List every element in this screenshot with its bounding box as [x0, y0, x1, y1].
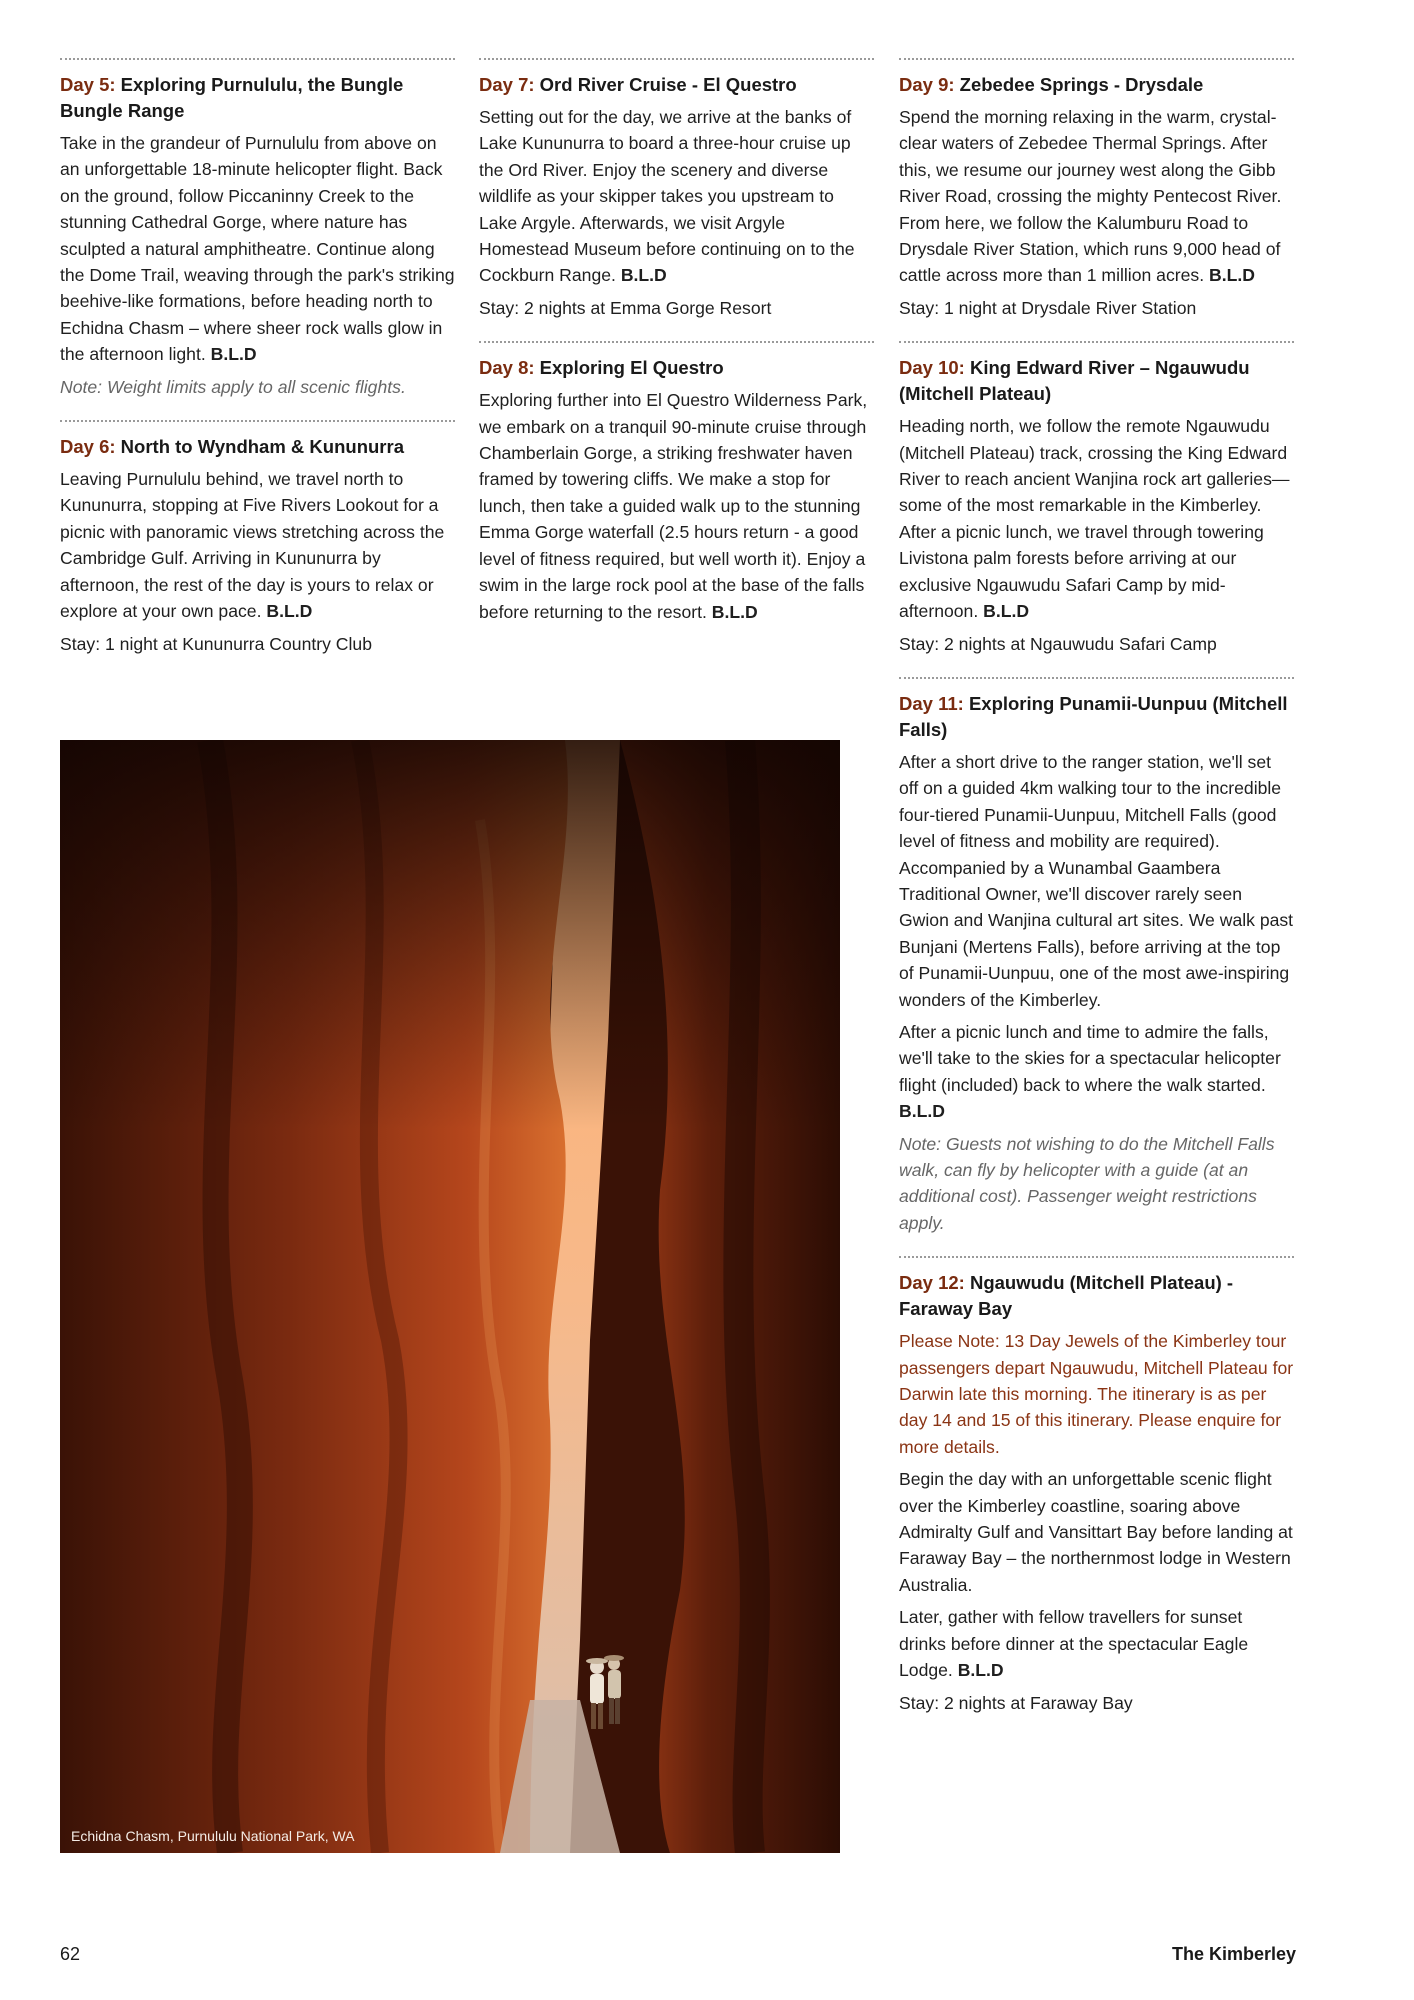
- day-9-section: [899, 58, 1294, 321]
- meals-code: B.L.D: [620, 265, 667, 286]
- day-heading: [899, 355, 1294, 407]
- day-description: Leaving Purnululu behind, we travel north to Kununurra, stopping at Five Rivers Lookout for a picnic with panoramic views stretching across the Cambridge Gulf. Arriving in Kununurra by afternoon, the rest of the day is yours to relax or explore at your own pace. B.L.D: [60, 469, 445, 622]
- tour-alert-note: Please Note: 13 Day Jewels of the Kimberley tour passengers depart Ngauwudu, Mitchell Plateau for Darwin late this morning. The itinerary is as per day 14 and 15 of this itinerary. Please enquire for more details.: [899, 1331, 1294, 1457]
- meals-code: B.L.D: [983, 601, 1030, 622]
- day-heading: [479, 355, 874, 381]
- day-number: Day 10:: [899, 357, 965, 379]
- meals-code: B.L.D: [1208, 265, 1255, 286]
- day-number: Day 12:: [899, 1272, 965, 1294]
- meals-code: B.L.D: [210, 344, 257, 365]
- day-description: Setting out for the day, we arrive at the banks of Lake Kununurra to board a three-hour cruise up the Ord River. Enjoy the scenery and diverse wildlife as your skipper takes you upstream to Lake Argyle. Afterwards, we visit Argyle Homestead Museum before continuing on to the Cockburn Range. B.L.D: [479, 107, 855, 286]
- day-heading: [479, 72, 874, 98]
- day-number: Day 7:: [479, 74, 535, 95]
- day-title: Exploring Punamii-Uunpuu (Mitchell Falls): [899, 692, 1288, 740]
- day-heading: [899, 1270, 1294, 1322]
- day-title: Exploring El Questro: [539, 357, 724, 379]
- day-number: Day 11:: [899, 692, 964, 714]
- day-5-section: [60, 58, 455, 400]
- meals-code: B.L.D: [957, 1660, 1004, 1681]
- canyon-illustration: [60, 740, 840, 1853]
- day-description: Later, gather with fellow travellers for sunset drinks before dinner at the spectacular Eagle Lodge. B.L.D: [899, 1607, 1249, 1681]
- itinerary-column-3: [899, 58, 1294, 1736]
- day-description: Heading north, we follow the remote Ngauwudu (Mitchell Plateau) track, crossing the King Edward River to reach ancient Wanjina rock art galleries—some of the most remarkable in the Kimberley. After a picnic lunch, we travel through towering Livistona palm forests before arriving at our exclusive Ngauwudu Safari Camp by mid-afternoon. B.L.D: [899, 416, 1290, 622]
- meals-code: B.L.D: [899, 1101, 945, 1122]
- day-heading: [60, 72, 455, 124]
- day-description: After a short drive to the ranger station, we'll set off on a guided 4km walking tour to the incredible four-tiered Punamii-Uunpuu, Mitchell Falls (good level of fitness and mobility are required). Accompanied by a Wunambal Gaambera Traditional Owner, we'll discover rarely seen Gwion and Wanjina cultural art sites. We walk past Bunjani (Mertens Falls), before arriving at the top of Punamii-Uunpuu, one of the most awe-inspiring wonders of the Kimberley.: [899, 751, 1294, 1010]
- day-title: Zebedee Springs - Drysdale: [959, 74, 1204, 95]
- day-number: Day 8:: [479, 357, 535, 379]
- day-description: Exploring further into El Questro Wilderness Park, we embark on a tranquil 90-minute cruise through Chamberlain Gorge, a striking freshwater haven framed by towering cliffs. We make a stop for lunch, then take a guided walk up to the stunning Emma Gorge waterfall (2.5 hours return - a good level of fitness required, but well worth it). Enjoy a swim in the large rock pool at the base of the falls before returning to the resort. B.L.D: [479, 390, 868, 622]
- day-number: Day 6:: [60, 436, 116, 458]
- echidna-chasm-photo: [60, 740, 840, 1853]
- day-11-section: [899, 677, 1294, 1236]
- day-title: Ord River Cruise - El Questro: [539, 74, 797, 95]
- day-stay: Stay: 2 nights at Ngauwudu Safari Camp: [899, 633, 1217, 654]
- day-7-section: [479, 58, 874, 321]
- meals-code: B.L.D: [711, 601, 758, 622]
- day-note: Note: Guests not wishing to do the Mitchell Falls walk, can fly by helicopter with a guide (at an additional cost). Passenger weight restrictions apply.: [899, 1133, 1275, 1233]
- day-stay: Stay: 1 night at Drysdale River Station: [899, 297, 1197, 318]
- itinerary-column-1: [60, 58, 455, 677]
- day-stay: Stay: 2 nights at Faraway Bay: [899, 1692, 1133, 1713]
- itinerary-column-2: [479, 58, 874, 645]
- day-title: King Edward River – Ngauwudu (Mitchell Plateau): [899, 357, 1250, 405]
- meals-code: B.L.D: [266, 601, 313, 622]
- day-title: Ngauwudu (Mitchell Plateau) - Faraway Bay: [899, 1272, 1234, 1320]
- day-number: Day 9:: [899, 74, 955, 95]
- day-8-section: [479, 341, 874, 625]
- day-description: Take in the grandeur of Purnululu from above on an unforgettable 18-minute helicopter flight. Back on the ground, follow Piccaninny Creek to the stunning Cathedral Gorge, where nature has sculpted a natural amphitheatre. Continue along the Dome Trail, weaving through the park's striking beehive-like formations, before heading north to Echidna Chasm – where sheer rock walls glow in the afternoon light. B.L.D: [60, 133, 455, 365]
- day-title: North to Wyndham & Kununurra: [120, 436, 404, 458]
- day-note: Note: Weight limits apply to all scenic flights.: [60, 376, 406, 397]
- day-12-section: [899, 1256, 1294, 1716]
- day-number: Day 5:: [60, 74, 116, 95]
- day-stay: Stay: 1 night at Kununurra Country Club: [60, 633, 372, 654]
- day-description: Begin the day with an unforgettable scenic flight over the Kimberley coastline, soaring above Admiralty Gulf and Vansittart Bay before landing at Faraway Bay – the northernmost lodge in Western Australia.: [899, 1469, 1293, 1595]
- section-title: The Kimberley: [1171, 1944, 1296, 1964]
- photo-caption: Echidna Chasm, Purnululu National Park, WA: [71, 1828, 355, 1844]
- day-heading: [899, 72, 1294, 98]
- day-heading: [60, 434, 455, 460]
- day-description: Spend the morning relaxing in the warm, crystal-clear waters of Zebedee Thermal Springs. After this, we resume our journey west along the Gibb River Road, crossing the mighty Pentecost River. From here, we follow the Kalumburu Road to Drysdale River Station, which runs 9,000 head of cattle across more than 1 million acres. B.L.D: [899, 107, 1282, 286]
- day-stay: Stay: 2 nights at Emma Gorge Resort: [479, 297, 772, 318]
- page-number: 62: [60, 1944, 81, 1964]
- day-6-section: [60, 420, 455, 657]
- day-description: After a picnic lunch and time to admire the falls, we'll take to the skies for a spectacular helicopter flight (included) back to where the walk started. B.L.D: [899, 1021, 1281, 1122]
- day-title: Exploring Purnululu, the Bungle Bungle Range: [60, 74, 404, 121]
- day-10-section: [899, 341, 1294, 657]
- day-heading: [899, 691, 1294, 743]
